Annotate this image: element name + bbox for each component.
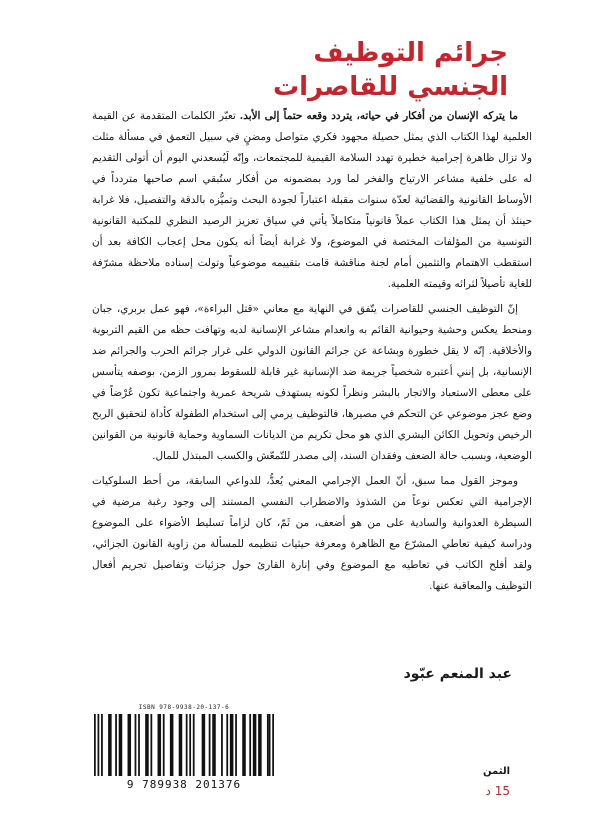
barcode-bar xyxy=(258,714,262,776)
barcode-bar xyxy=(249,714,251,776)
barcode-bar xyxy=(226,714,228,776)
barcode-bar xyxy=(253,714,257,776)
barcode-bar xyxy=(145,714,149,776)
blurb-paragraph-2: إنّ التوظيف الجنسي للقاصرات يتّفق في النهاية مع معاني «قتل البراءة»، فهو عمل بربري، جبان ومنحط يعكس وحشية وحيوانية القائم به وانعدام مشاعر الإنسانية لديه وتهافت حظه من القيم التربوية والأخلاقية. إنّه لا يقل خطورة وبشاعة عن جرائم القانون الدولي على غرار جرائم الحرب والجرائم ضد الإنسانية، بل إنني أعتبره شخصياً جريمة ضد الإنسانية غير قابلة للسقوط بمرور الزمن، بوصفه يتأسس على معطى الاستعباد والاتجار بالبشر ونظراً لكونه يستهدف شريحة عمرية واجتماعية تكون عُرْضاً في وضع عجز موضوعي عن التحكم في مصيرها، فالتوظيف يرمي إلى استخدام الطفولة كأداة لتحقيق الربح الرخيص وتحويل الكائن البشري الذي هو محل تكريم من الديانات السماوية وحماية قانونية من القوانين الوضعية، وبسبب حالة الضعف وفقدان السند، إلى مصدر للتّمعّش والكسب المبتذل للمال. xyxy=(92,303,532,462)
blurb-paragraph-1 xyxy=(92,106,532,295)
barcode-bar xyxy=(163,714,165,776)
blurb-paragraph-1-text: تعبّر الكلمات المتقدمة عن القيمة العلمية لهذا الكتاب الذي يمثل حصيلة مجهود فكري متواصل ومضنٍ في سبيل التعمق في مسألة مثلت ولا تزال ظاهرة إجرامية خطيرة تهدد السلامة القيمية للمجتمعات، وإنّه لَيُسعدني اليوم أن أتولى التقديم له على خلفية مشاعر الارتياح والفخر لما ورد بمضمونه من أفكار ستُبقي اسم صاحبها متردداً في الأوساط القانونية والقضائية لعدّة سنوات مقبلة اعتباراً لجودة البحث وتميُّزه بالدقة والتفصيل، فلا غرابة حينئذ أن يمثل هذا الكتاب عملاً قانونياً متكاملاً يأتي في سياق تعزيز الرصيد النظري للمكتبة القانونية التونسية من المؤلفات المختصة في الموضوع، ولا غرابة أيضاً أنه يكون محل إعجاب الكافة بعد أن استقطب الاهتمام والتثمين أمام لجنة مناقشة قامت بتقييمه موضوعياً وتولت إسناده ملاحظة مشرّفة للغاية تأصيلاً لثرائه وقيمته العلمية. xyxy=(92,110,532,290)
barcode-bar xyxy=(242,714,246,776)
barcode-bar xyxy=(119,714,123,776)
book-title-line-2: الجنسي للقاصرات xyxy=(272,72,508,102)
barcode-bar xyxy=(170,714,174,776)
price-value: 15 د xyxy=(485,784,510,798)
barcode-bar xyxy=(150,714,152,776)
barcode-bar xyxy=(101,714,103,776)
barcode-bar xyxy=(94,714,96,776)
barcode-bars xyxy=(88,712,280,778)
isbn-label: ISBN 978-9938-20-137-6 xyxy=(138,704,230,711)
barcode-bar xyxy=(230,714,234,776)
barcode-bar xyxy=(272,714,274,776)
barcode-bar xyxy=(267,714,269,776)
blurb-paragraph-3: وموجز القول مما سبق، أنّ العمل الإجرامي المعني يُعدُّ، للدواعي السابقة، من أحط السلوكيات الإجرامية التي تعكس نوعاً من الشذوذ والاضطراب النفسي المستند إلى وجود رغبة مرضية في السيطرة العدوانية والسادية على من هو أضعف، من ثَمّ، كان لزاماً تسليط الأضواء على الموضوع ودراسة كيفية تعاطي المشرّع مع الظاهرة ومعرفة حيثيات تنظيمه للمسألة من زاوية القانون الجزائي، ولقد أفلح الكاتب في تعاطيه مع الموضوع وفي إنارة القارئ حول جزئيات وتفاصيل تجريم أفعال التوظيف والمعاقبة عنها. xyxy=(92,475,532,592)
barcode-bar xyxy=(189,714,191,776)
barcode-bar xyxy=(235,714,237,776)
barcode-bar xyxy=(158,714,162,776)
back-cover-blurb xyxy=(92,106,532,601)
barcode-bar xyxy=(115,714,117,776)
book-title-line-1: جرائم التوظيف xyxy=(313,38,508,68)
barcode-bar xyxy=(179,714,183,776)
barcode-bar xyxy=(269,714,271,776)
author-signature: عبد المنعم عبّود xyxy=(403,666,512,682)
isbn-digits: 9 789938 201376 xyxy=(126,778,242,791)
barcode-bar xyxy=(135,714,137,776)
barcode-bar xyxy=(221,714,223,776)
barcode-bar xyxy=(138,714,140,776)
price-label: الثمن xyxy=(483,766,510,777)
barcode-bar xyxy=(212,714,216,776)
barcode-bar xyxy=(186,714,188,776)
book-title xyxy=(128,36,508,104)
barcode-bar xyxy=(193,714,195,776)
barcode-bar xyxy=(98,714,100,776)
blurb-lead-sentence: ما يتركه الإنسان من أفكار في حياته، يتردد وقعه حتماً إلى الأبد. xyxy=(239,110,518,122)
barcode-bar xyxy=(128,714,132,776)
isbn-barcode xyxy=(88,704,280,792)
barcode-bar xyxy=(108,714,112,776)
barcode-bar xyxy=(209,714,211,776)
barcode-bar xyxy=(202,714,206,776)
